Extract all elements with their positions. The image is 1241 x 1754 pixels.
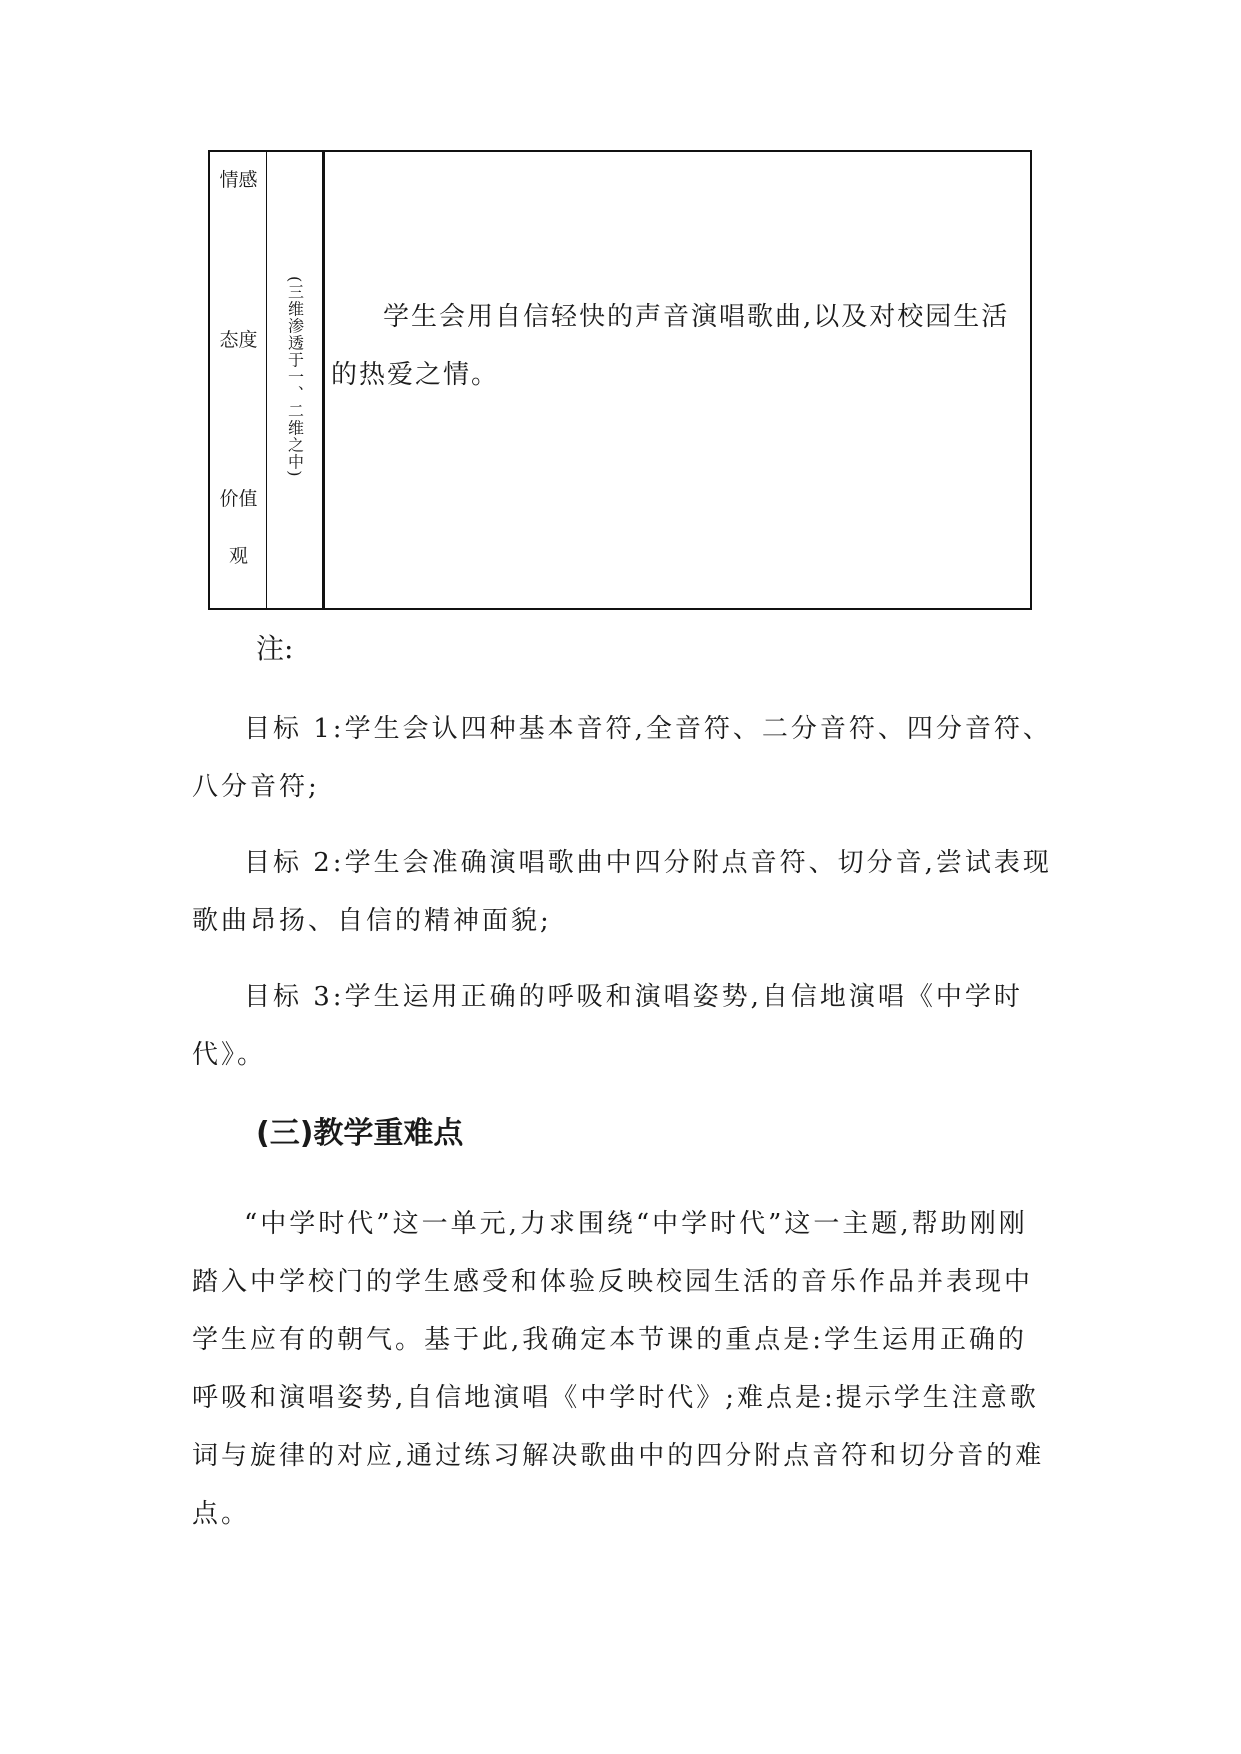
category-column — [210, 152, 267, 608]
goal-3: 目标 3:学生运用正确的呼吸和演唱姿势,自信地演唱《中学时代》。 — [192, 982, 1023, 1070]
dimension-column — [267, 152, 325, 608]
row-label-attitude: 态度 — [219, 329, 258, 351]
note-label: 注: — [256, 632, 294, 665]
row-label-emotion: 情感 — [219, 169, 258, 191]
goals-table — [208, 150, 1032, 610]
goal-1: 目标 1:学生会认四种基本音符,全音符、二分音符、四分音符、八分音符; — [192, 714, 1052, 802]
content-column — [325, 152, 1030, 608]
section-body: “中学时代”这一单元,力求围绕“中学时代”这一主题,帮助刚刚踏入中学校门的学生感受和体验反映校园生活的音乐作品并表现中学生应有的朝气。基于此,我确定本节课的重点是:学生运用正确的呼吸和演唱姿势,自信地演唱《中学时代》;难点是:提示学生注意歌词与旋律的对应,通过练习解决歌曲中的四分附点音符和切分音的难点。 — [192, 1209, 1045, 1529]
row-label-value: 价值 — [219, 488, 258, 510]
row-label-view: 观 — [228, 545, 248, 567]
goal-content: 学生会用自信轻快的声音演唱歌曲,以及对校园生活的热爱之情。 — [331, 302, 1010, 390]
goal-2: 目标 2:学生会准确演唱歌曲中四分附点音符、切分音,尝试表现歌曲昂扬、自信的精神面貌; — [192, 848, 1052, 936]
section-heading: (三)教学重难点 — [256, 1116, 464, 1151]
dimension-note: (三维渗透于一、二维之中) — [285, 276, 305, 478]
